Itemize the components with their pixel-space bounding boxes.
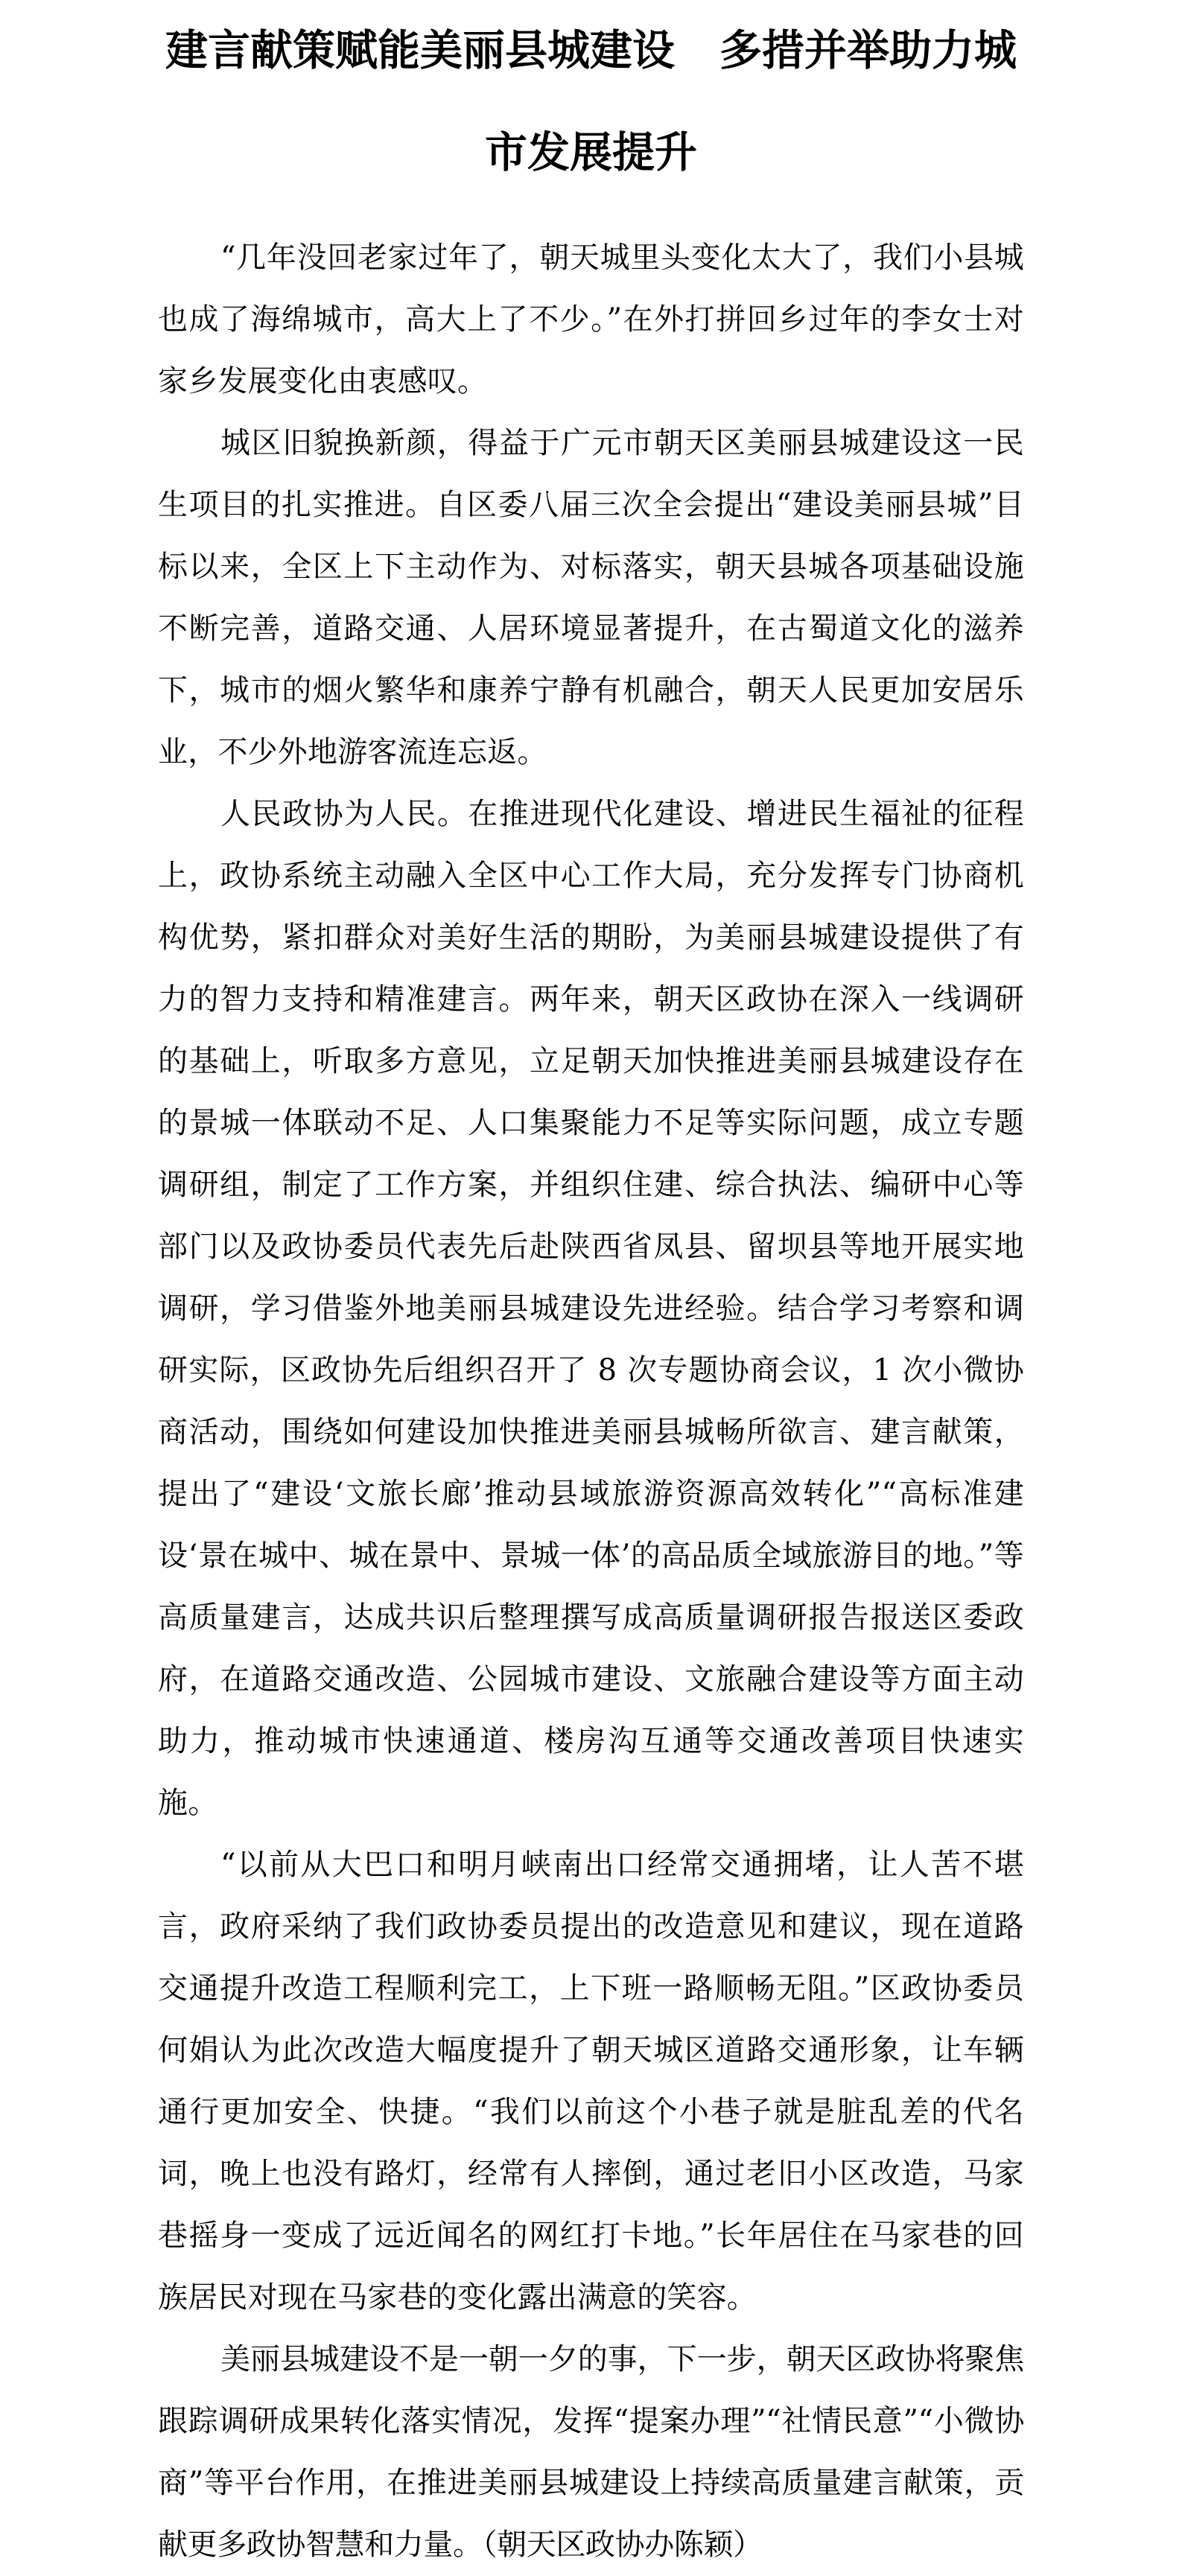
title-line-1-part-1: 建言献策赋能美丽县城建设 — [165, 26, 675, 75]
paragraph-2: 城区旧貌换新颜，得益于广元市朝天区美丽县城建设这一民生项目的扎实推进。自区委八届三次全会提出“建设美丽县城”目标以来，全区上下主动作为、对标落实，朝天县城各项基础设施不断完善，道路交通、人居环境显著提升，在古蜀道文化的滋养下，城市的烟火繁华和康养宁静有机融合，朝天人民更加安居乐业，不少外地游客流连忘返。 — [158, 426, 1024, 769]
article-body — [158, 227, 1024, 2576]
paragraph-3: 人民政协为人民。在推进现代化建设、增进民生福祉的征程上，政协系统主动融入全区中心工作大局，充分发挥专门协商机构优势，紧扣群众对美好生活的期盼，为美丽县城建设提供了有力的智力支持和精准建言。两年来，朝天区政协在深入一线调研的基础上，听取多方意见，立足朝天加快推进美丽县城建设存在的景城一体联动不足、人口集聚能力不足等实际问题，成立专题调研组，制定了工作方案，并组织住建、综合执法、编研中心等部门以及政协委员代表先后赴陕西省凤县、留坝县等地开展实地调研，学习借鉴外地美丽县城建设先进经验。结合学习考察和调研实际，区政协先后组织召开了 8 次专题协商会议，1 次小微协商活动，围绕如何建设加快推进美丽县城畅所欲言、建言献策，提出了“建设‘文旅长廊’推动县域旅游资源高效转化”“高标准建设‘景在城中、城在景中、景城一体’的高品质全域旅游目的地。”等高质量建言，达成共识后整理撰写成高质量调研报告报送区委政府，在道路交通改造、公园城市建设、文旅融合建设等方面主动助力，推动城市快速通道、楼房沟互通等交通改善项目快速实施。 — [158, 797, 1024, 1820]
title-line-2: 市发展提升 — [485, 128, 697, 177]
article-title — [149, 0, 1033, 204]
title-line-1 — [149, 0, 1033, 102]
paragraph-5: 美丽县城建设不是一朝一夕的事，下一步，朝天区政协将聚焦跟踪调研成果转化落实情况，发挥“提案办理”“社情民意”“小微协商”等平台作用，在推进美丽县城建设上持续高质量建言献策，贡献更多政协智慧和力量。（朝天区政协办陈颖） — [158, 2342, 1024, 2562]
paragraph-4: “以前从大巴口和明月峡南出口经常交通拥堵，让人苦不堪言，政府采纳了我们政协委员提出的改造意见和建议，现在道路交通提升改造工程顺利完工，上下班一路顺畅无阻。”区政协委员何娟认为此次改造大幅度提升了朝天城区道路交通形象，让车辆通行更加安全、快捷。“我们以前这个小巷子就是脏乱差的代名词，晚上也没有路灯，经常有人摔倒，通过老旧小区改造，马家巷摇身一变成了远近闻名的网红打卡地。”长年居住在马家巷的回族居民对现在马家巷的变化露出满意的笑容。 — [158, 1848, 1024, 2315]
title-line-1-part-2: 多措并举助力城 — [719, 26, 1017, 75]
paragraph-1: “几年没回老家过年了，朝天城里头变化太大了，我们小县城也成了海绵城市，高大上了不少。”在外打拼回乡过年的李女士对家乡发展变化由衷感叹。 — [158, 241, 1024, 398]
